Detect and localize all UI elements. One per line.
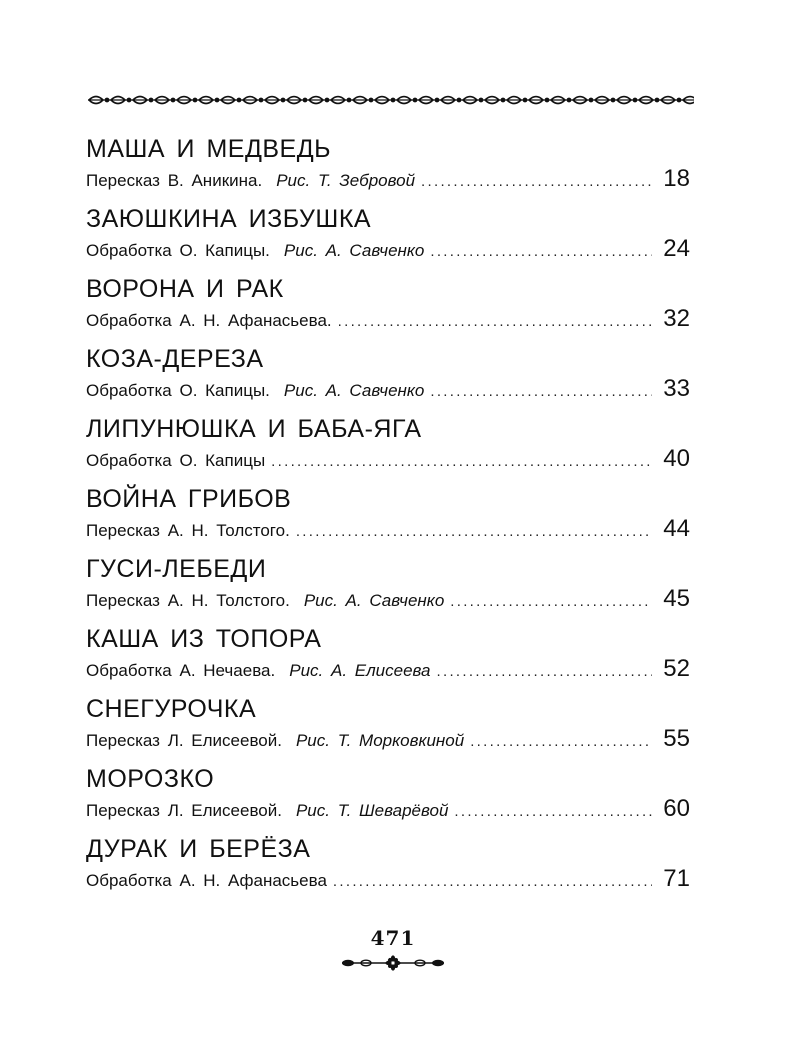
entry-credit-line	[86, 656, 690, 682]
credit-author: Л. Елисеевой.	[167, 731, 282, 750]
dot-leader	[296, 519, 652, 545]
dot-leader	[333, 869, 652, 895]
credit-author: А. Н. Толстого.	[167, 591, 290, 610]
story-title: КОЗА-ДЕРЕЗА	[86, 345, 264, 373]
story-title: СНЕГУРОЧКА	[86, 695, 257, 723]
illustrator: Рис. Т. Шеварёвой	[295, 801, 449, 820]
credit-text	[86, 868, 327, 894]
story-title: ЗАЮШКИНА ИЗБУШКА	[86, 205, 372, 233]
dot-leader	[271, 449, 652, 475]
entry-credit-line	[86, 796, 690, 822]
toc-entry[interactable]	[86, 484, 690, 554]
toc-entry[interactable]	[86, 134, 690, 204]
page-number: 71	[663, 865, 690, 892]
credit-text	[86, 378, 424, 404]
toc-entry[interactable]	[86, 694, 690, 764]
illustrator: Рис. А. Савченко	[283, 381, 425, 400]
credit-author: А. Н. Афанасьева	[179, 871, 327, 890]
page-number: 18	[663, 165, 690, 192]
page-number: 55	[663, 725, 690, 752]
page-number: 32	[663, 305, 690, 332]
story-title: ВОЙНА ГРИБОВ	[86, 485, 292, 513]
credit-text	[86, 798, 448, 824]
credit-type: Обработка	[86, 871, 172, 890]
story-title: ЛИПУНЮШКА И БАБА-ЯГА	[86, 415, 422, 443]
dot-leader	[437, 659, 652, 685]
entry-credit-line	[86, 866, 690, 892]
entry-credit-line	[86, 446, 690, 472]
illustrator: Рис. А. Савченко	[283, 241, 425, 260]
story-title: ДУРАК И БЕРЁЗА	[86, 835, 311, 863]
story-title: МОРОЗКО	[86, 765, 215, 793]
page-number: 52	[663, 655, 690, 682]
toc-entry[interactable]	[86, 554, 690, 624]
credit-text	[86, 658, 431, 684]
credit-text	[86, 308, 332, 334]
entry-credit-line	[86, 726, 690, 752]
illustrator: Рис. А. Савченко	[303, 591, 445, 610]
credit-author: О. Капицы	[179, 451, 266, 470]
toc-entry[interactable]	[86, 344, 690, 414]
credit-text	[86, 588, 444, 614]
dot-leader	[450, 589, 652, 615]
credit-type: Обработка	[86, 661, 172, 680]
credit-text	[86, 448, 265, 474]
dot-leader	[430, 379, 652, 405]
credit-type: Обработка	[86, 381, 172, 400]
page-number: 44	[663, 515, 690, 542]
credit-author: О. Капицы.	[179, 381, 270, 400]
story-title: МАША И МЕДВЕДЬ	[86, 135, 332, 163]
toc-entry[interactable]	[86, 414, 690, 484]
credit-type: Пересказ	[86, 801, 160, 820]
credit-type: Обработка	[86, 241, 172, 260]
leaf-vine-ornament-icon	[88, 90, 694, 110]
page-number: 33	[663, 375, 690, 402]
entry-credit-line	[86, 376, 690, 402]
credit-type: Пересказ	[86, 521, 160, 540]
toc-entry[interactable]	[86, 274, 690, 344]
credit-author: А. Нечаева.	[179, 661, 276, 680]
story-title: ГУСИ-ЛЕБЕДИ	[86, 555, 267, 583]
credit-type: Пересказ	[86, 731, 160, 750]
credit-author: А. Н. Толстого.	[167, 521, 290, 540]
entry-credit-line	[86, 236, 690, 262]
dot-leader	[454, 799, 652, 825]
credit-type: Обработка	[86, 311, 172, 330]
dot-leader	[470, 729, 652, 755]
dot-leader	[421, 169, 652, 195]
page-number: 24	[663, 235, 690, 262]
entry-credit-line	[86, 306, 690, 332]
story-title: ВОРОНА И РАК	[86, 275, 284, 303]
page-folio-number: 471	[370, 926, 416, 950]
page-number: 45	[663, 585, 690, 612]
entry-credit-line	[86, 166, 690, 192]
credit-type: Пересказ	[86, 591, 160, 610]
entry-credit-line	[86, 586, 690, 612]
credit-author: А. Н. Афанасьева.	[179, 311, 332, 330]
table-of-contents	[86, 134, 690, 904]
page-number: 60	[663, 795, 690, 822]
credit-text	[86, 238, 424, 264]
toc-entry[interactable]	[86, 834, 690, 904]
credit-text	[86, 168, 415, 194]
toc-entry[interactable]	[86, 764, 690, 834]
credit-author: О. Капицы.	[179, 241, 270, 260]
illustrator: Рис. Т. Морковкиной	[295, 731, 465, 750]
illustrator: Рис. Т. Зебровой	[276, 171, 416, 190]
page-number: 40	[663, 445, 690, 472]
dot-leader	[338, 309, 652, 335]
credit-author: В. Аникина.	[167, 171, 263, 190]
illustrator: Рис. А. Елисеева	[289, 661, 431, 680]
credit-type: Обработка	[86, 451, 172, 470]
toc-entry[interactable]	[86, 624, 690, 694]
flower-vine-ornament-icon	[338, 955, 448, 971]
toc-entry[interactable]	[86, 204, 690, 274]
dot-leader	[430, 239, 652, 265]
credit-type: Пересказ	[86, 171, 160, 190]
entry-credit-line	[86, 516, 690, 542]
story-title: КАША ИЗ ТОПОРА	[86, 625, 322, 653]
credit-text	[86, 518, 290, 544]
credit-text	[86, 728, 464, 754]
credit-author: Л. Елисеевой.	[167, 801, 282, 820]
